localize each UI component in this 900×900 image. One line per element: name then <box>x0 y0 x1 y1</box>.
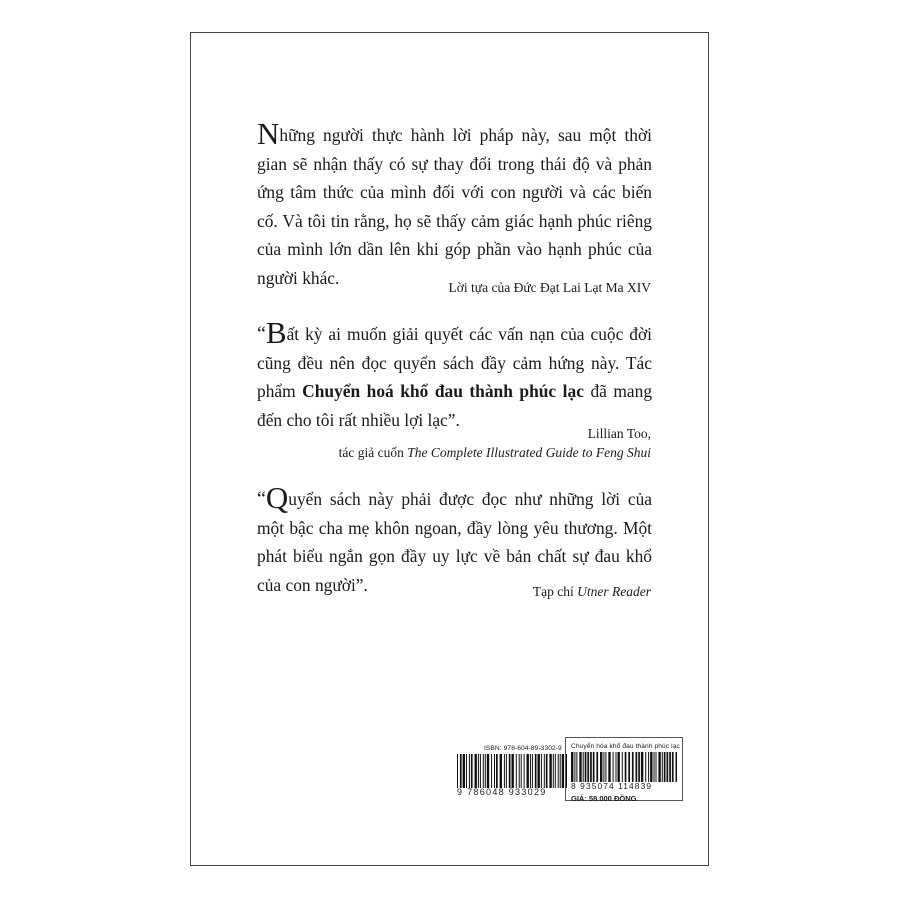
attribution-prefix: Tạp chí <box>532 584 578 599</box>
book-title: Chuyển hoá khổ đau thành phúc lạc <box>302 381 584 401</box>
barcode-bar <box>600 752 602 782</box>
drop-cap: N <box>257 116 280 151</box>
barcode-bar <box>516 754 517 788</box>
barcode-bar <box>664 752 666 782</box>
barcode-bar <box>616 752 617 782</box>
barcode-bar <box>478 754 479 788</box>
attribution-dalai-lama: Lời tựa của Đức Đạt Lai Lạt Ma XIV <box>448 280 651 295</box>
attribution-name: Lillian Too, <box>587 426 651 441</box>
barcode-bar <box>485 754 486 788</box>
isbn-barcode <box>457 745 569 797</box>
open-quote: “ <box>257 488 266 510</box>
barcode-bar <box>463 754 465 788</box>
price-label: GIÁ: 58.000 ĐỒNG <box>571 794 637 803</box>
barcode-bar <box>544 754 545 788</box>
barcode-bar <box>656 752 657 782</box>
passage-text <box>257 480 652 599</box>
barcode-bar <box>475 754 477 788</box>
barcode-bar <box>457 754 458 788</box>
barcode-bar <box>618 752 620 782</box>
barcode-bar <box>535 754 537 788</box>
barcode-bar <box>496 754 498 788</box>
barcode-bar <box>549 754 551 788</box>
passage-utner-reader <box>257 480 652 599</box>
passage-text <box>257 116 652 292</box>
barcode-bar <box>506 754 507 788</box>
barcode-bar <box>596 752 598 782</box>
passage-body: uyển sách này phải được đọc như những lời của một bậc cha mẹ khôn ngoan, đầy lòng yêu thương. Một phát biểu ngắn gọn đầy uy lực về bản chất sự đau khổ của con người”. <box>257 489 652 595</box>
barcode-bar <box>641 752 643 782</box>
passage-lillian-too <box>257 315 653 434</box>
barcode-bar <box>469 754 470 788</box>
isbn-number: 9 786048 933029 <box>457 787 547 797</box>
product-barcode <box>571 743 680 803</box>
barcode-bar <box>662 752 663 782</box>
isbn-bars <box>457 754 569 788</box>
barcode-bar <box>562 754 564 788</box>
barcode-bar <box>574 752 575 782</box>
barcode-bar <box>546 754 548 788</box>
barcode-bar <box>509 754 511 788</box>
attribution-work: The Complete Illustrated Guide to Feng Shui <box>407 444 651 460</box>
barcode-bar <box>521 754 522 788</box>
barcode-bar <box>466 754 467 788</box>
barcode-bar <box>636 752 638 782</box>
barcode-bar <box>667 752 669 782</box>
barcode-bar <box>487 754 489 788</box>
barcode-bar <box>519 754 520 788</box>
barcode-bar <box>538 754 540 788</box>
product-bars <box>571 752 677 782</box>
barcode-bar <box>541 754 542 788</box>
attribution-prefix: tác giả cuốn <box>338 444 408 460</box>
barcode-bar <box>504 754 505 788</box>
barcode-bar <box>512 754 514 788</box>
barcode-bar <box>483 754 484 788</box>
barcode-bar <box>471 754 473 788</box>
attribution-utner-reader <box>533 583 651 602</box>
barcode-bar <box>587 752 589 782</box>
barcode-bar <box>571 752 573 782</box>
barcode-bar <box>608 752 610 782</box>
barcode-bar <box>500 754 502 788</box>
passage-text <box>257 315 653 434</box>
barcode-bar <box>579 752 581 782</box>
barcode-bar <box>632 752 634 782</box>
barcode-bar <box>603 752 604 782</box>
barcode-bar <box>555 754 556 788</box>
attribution-lillian-too <box>339 425 651 462</box>
barcode-bar <box>590 752 592 782</box>
barcode-bar <box>560 754 561 788</box>
barcode-bar <box>527 754 529 788</box>
isbn-caption: ISBN: 978-604-89-3302-9 <box>484 745 562 752</box>
barcode-bar <box>625 752 627 782</box>
barcode-bar <box>553 754 554 788</box>
product-number: 8 935074 114839 <box>571 781 653 791</box>
passage-dalai-lama <box>257 116 652 292</box>
barcode-bar <box>491 754 492 788</box>
barcode-bar <box>650 752 652 782</box>
barcode-bar <box>605 752 606 782</box>
open-quote: “ <box>257 323 266 345</box>
barcode-bar <box>480 754 481 788</box>
drop-cap: B <box>265 315 287 350</box>
back-cover <box>190 32 709 866</box>
barcode-bar <box>613 752 614 782</box>
barcode-bar <box>530 754 531 788</box>
barcode-bar <box>460 754 462 788</box>
product-caption: Chuyển hóa khổ đau thành phúc lạc <box>571 743 680 750</box>
barcode-bar <box>576 752 577 782</box>
barcode-bar <box>524 754 525 788</box>
barcode-bar <box>654 752 655 782</box>
barcode-bar <box>494 754 495 788</box>
barcode-bar <box>672 752 674 782</box>
barcode-bar <box>658 752 660 782</box>
barcode-bar <box>593 752 595 782</box>
passage-body-end: đã mang đến cho tôi rất nhiều lợi lạc”. <box>257 381 653 430</box>
barcode-bar <box>676 752 678 782</box>
barcode-bar <box>558 754 559 788</box>
barcode-bar <box>532 754 533 788</box>
drop-cap: Q <box>265 480 289 515</box>
barcode-bar <box>638 752 640 782</box>
barcode-bar <box>669 752 671 782</box>
barcode-bar <box>622 752 623 782</box>
attribution-work: Utner Reader <box>577 584 651 599</box>
passage-body: hững người thực hành lời pháp này, sau một thời gian sẽ nhận thấy có sự thay đổi trong thái độ và phản ứng tâm thức của mình đối với con người và các biến cố. Và tôi tin rằng, họ sẽ thấy cảm giác hạnh phúc riêng của mình lớn dần lên khi góp phần vào hạnh phúc của người khác. <box>257 125 652 288</box>
passage-body: ất kỳ ai muốn giải quyết các vấn nạn của cuộc đời cũng đều nên đọc quyển sách đầy cảm hứng này. Tác phẩm <box>257 324 652 401</box>
barcode-bar <box>585 752 587 782</box>
barcode-bar <box>645 752 646 782</box>
barcode-bar <box>648 752 649 782</box>
attribution-source <box>339 444 651 463</box>
barcode-bar <box>628 752 630 782</box>
barcode-bar <box>583 752 584 782</box>
